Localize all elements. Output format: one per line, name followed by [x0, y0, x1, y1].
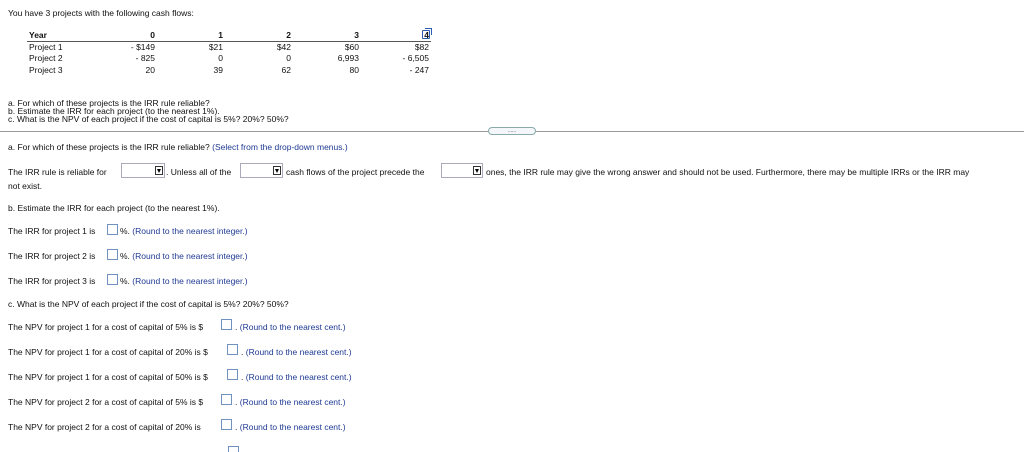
- npv-p2-5pct-input[interactable]: [221, 394, 232, 405]
- npv-label: The NPV for project 1 for a cost of capital of 5% is $: [8, 322, 204, 332]
- npv-suffix: [235, 322, 346, 332]
- table-cell: - 825: [135, 53, 155, 64]
- part-a-question: a. For which of these projects is the IRR rule reliable?: [8, 142, 210, 152]
- table-cell: - 6,505: [402, 53, 429, 64]
- irr-line-project-3: [8, 276, 95, 286]
- header-year-0: 0: [89, 30, 157, 42]
- table-cell: Project 2: [29, 53, 63, 64]
- table-cell: 20: [145, 64, 155, 75]
- irr-label: The IRR for project 1 is: [8, 226, 96, 236]
- irr-rule-sentence-end: ones, the IRR rule may give the wrong answer and should not be used. Furthermore, there may be multiple IRRs or the IRR may: [486, 167, 970, 177]
- npv-label: The NPV for project 2 for a cost of capital of 20% is: [8, 422, 201, 432]
- period-suffix: .: [241, 347, 244, 357]
- question-b: b. Estimate the IRR for each project (to the nearest 1%).: [8, 106, 220, 116]
- irr-project-3-input[interactable]: [107, 274, 118, 285]
- round-hint: (Round to the nearest cent.): [239, 422, 346, 432]
- round-hint: (Round to the nearest cent.): [239, 322, 346, 332]
- chevron-down-icon: [273, 166, 281, 175]
- npv-suffix: [241, 347, 352, 357]
- npv-p1-50pct-input[interactable]: [227, 369, 238, 380]
- irr-line-project-1: [8, 226, 95, 236]
- cash-flow-table: [27, 30, 431, 76]
- table-row: [27, 65, 431, 76]
- round-hint: (Round to the nearest cent.): [245, 372, 352, 382]
- npv-suffix: [241, 372, 352, 382]
- npv-suffix: [235, 397, 346, 407]
- table-cell: 62: [281, 64, 291, 75]
- percent-suffix: %.: [120, 226, 130, 236]
- chevron-down-icon: [473, 166, 481, 175]
- npv-p2-20pct-input[interactable]: [221, 419, 232, 430]
- table-cell: 0: [286, 53, 291, 64]
- table-row: [27, 53, 431, 64]
- irr-line-project-2: [8, 251, 95, 261]
- npv-label: The NPV for project 1 for a cost of capital of 50% is $: [8, 372, 208, 382]
- table-cell: $21: [208, 42, 223, 53]
- chevron-down-icon: [155, 166, 163, 175]
- header-year: Year: [27, 30, 89, 42]
- percent-suffix: %.: [120, 251, 130, 261]
- irr-rule-sentence-mid2: cash flows of the project precede the: [286, 167, 425, 177]
- npv-p1-5pct-input[interactable]: [221, 319, 232, 330]
- next-answer-input[interactable]: [228, 446, 239, 452]
- header-year-4: 4: [361, 30, 431, 42]
- irr-suffix: [120, 251, 248, 261]
- table-cell: Project 1: [29, 42, 63, 53]
- part-c-prompt: c. What is the NPV of each project if the cost of capital is 5%? 20%? 50%?: [8, 299, 289, 309]
- npv-suffix: [235, 422, 346, 432]
- table-cell: - 247: [409, 64, 429, 75]
- irr-label: The IRR for project 3 is: [8, 276, 96, 286]
- table-row: [27, 42, 431, 54]
- irr-suffix: [120, 226, 248, 236]
- intro-text: You have 3 projects with the following cash flows:: [8, 8, 194, 18]
- period-suffix: .: [241, 372, 244, 382]
- percent-suffix: %.: [120, 276, 130, 286]
- round-hint: (Round to the nearest integer.): [132, 251, 248, 261]
- question-c: c. What is the NPV of each project if the cost of capital is 5%? 20%? 50%?: [8, 114, 289, 124]
- npv-label: The NPV for project 2 for a cost of capital of 5% is $: [8, 397, 204, 407]
- npv-label: The NPV for project 1 for a cost of capital of 20% is $: [8, 347, 208, 357]
- part-a-hint: (Select from the drop-down menus.): [212, 142, 348, 152]
- table-cell: $82: [414, 42, 429, 53]
- round-hint: (Round to the nearest cent.): [239, 397, 346, 407]
- table-cell: $60: [344, 42, 359, 53]
- round-hint: (Round to the nearest cent.): [245, 347, 352, 357]
- table-cell: Project 3: [29, 64, 63, 75]
- part-b-prompt: b. Estimate the IRR for each project (to the nearest 1%).: [8, 203, 220, 213]
- table-header-row: [27, 30, 431, 42]
- table-cell: 80: [349, 64, 359, 75]
- irr-label: The IRR for project 2 is: [8, 251, 96, 261]
- copy-icon[interactable]: [422, 30, 430, 39]
- irr-project-2-input[interactable]: [107, 249, 118, 260]
- table-cell: - $149: [130, 42, 155, 53]
- header-year-2: 2: [225, 30, 293, 42]
- table-cell: 39: [213, 64, 223, 75]
- project-select-dropdown[interactable]: [121, 163, 165, 178]
- question-a: a. For which of these projects is the IRR rule reliable?: [8, 98, 210, 108]
- period-suffix: .: [235, 397, 238, 407]
- round-hint: (Round to the nearest integer.): [132, 226, 248, 236]
- npv-p1-20pct-input[interactable]: [227, 344, 238, 355]
- irr-rule-sentence-wrap: not exist.: [8, 181, 43, 191]
- part-a-prompt: [8, 142, 348, 152]
- period-suffix: .: [235, 422, 238, 432]
- cash-flow-sign-dropdown-2[interactable]: [441, 163, 483, 178]
- irr-rule-sentence-start: The IRR rule is reliable for: [8, 167, 107, 177]
- irr-suffix: [120, 276, 248, 286]
- period-suffix: .: [235, 322, 238, 332]
- table-cell: $42: [276, 42, 291, 53]
- round-hint: (Round to the nearest integer.): [132, 276, 248, 286]
- expand-button[interactable]: ......: [488, 127, 536, 135]
- header-year-3: 3: [293, 30, 361, 42]
- header-year-1: 1: [157, 30, 225, 42]
- cash-flow-sign-dropdown[interactable]: [240, 163, 283, 178]
- irr-project-1-input[interactable]: [107, 224, 118, 235]
- irr-rule-sentence-mid1: . Unless all of the: [166, 167, 232, 177]
- table-cell: 0: [218, 53, 223, 64]
- table-cell: 6,993: [337, 53, 359, 64]
